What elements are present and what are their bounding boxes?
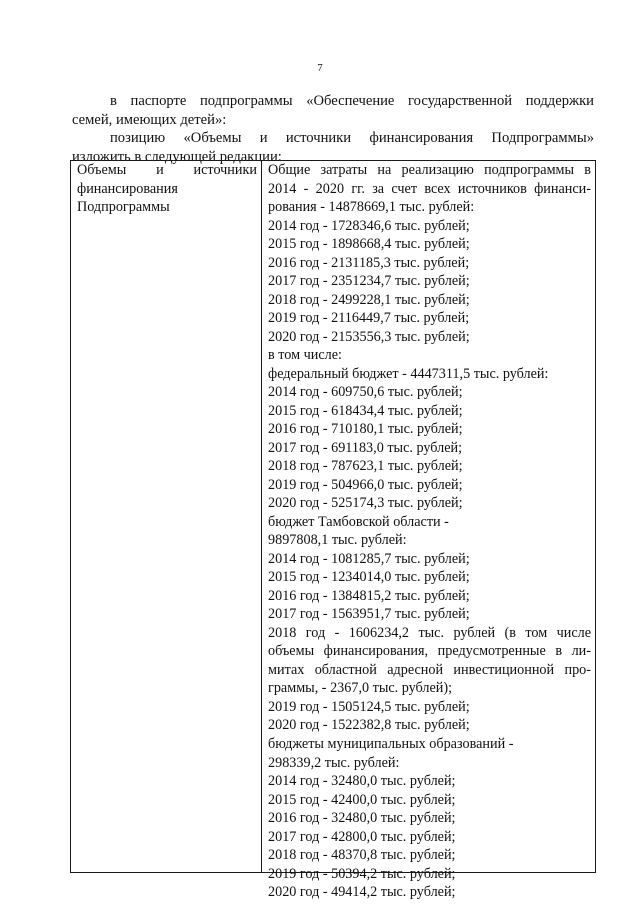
right-cell-line: 2014 - 2020 гг. за счет всех источников финанси- [268, 180, 591, 197]
right-cell-line: 2018 год - 48370,8 тыс. рублей; [268, 847, 456, 864]
right-cell-line: 2017 год - 2351234,7 тыс. рублей; [268, 273, 470, 290]
left-cell-word-2: и [156, 162, 164, 178]
right-cell-line: 2016 год - 32480,0 тыс. рублей; [268, 810, 456, 827]
right-cell-line: граммы, - 2367,0 тыс. рублей); [268, 680, 453, 697]
intro-text [72, 92, 594, 166]
right-cell-line: 2014 год - 32480,0 тыс. рублей; [268, 773, 456, 790]
left-cell-word-3: источники [193, 162, 257, 178]
right-cell-line: бюджеты муниципальных образований - [268, 735, 514, 752]
right-cell-line: федеральный бюджет - 4447311,5 тыс. рублей: [268, 365, 549, 382]
right-cell-line: 2019 год - 2116449,7 тыс. рублей; [268, 310, 470, 327]
table-right-cell [262, 161, 595, 901]
right-cell-line: 2014 год - 1081285,7 тыс. рублей; [268, 550, 470, 567]
right-cell-line: 2020 год - 49414,2 тыс. рублей; [268, 884, 456, 901]
right-cell-line: 2017 год - 1563951,7 тыс. рублей; [268, 606, 470, 623]
right-cell-line: 2016 год - 1384815,2 тыс. рублей; [268, 587, 470, 604]
right-cell-line: объемы финансирования, предусмотренные в ли- [268, 643, 591, 660]
right-cell-line: 2015 год - 1898668,4 тыс. рублей; [268, 236, 470, 253]
right-cell-line: 2019 год - 50394,2 тыс. рублей; [268, 865, 456, 882]
right-cell-line: 2020 год - 525174,3 тыс. рублей; [268, 495, 463, 512]
right-cell-line: 2015 год - 42400,0 тыс. рублей; [268, 791, 456, 808]
intro-paragraph-2-line-2: изложить в следующей редакции: [72, 148, 282, 165]
right-cell-line: митах областной адресной инвестиционной про- [268, 661, 591, 678]
right-cell-line: 2020 год - 1522382,8 тыс. рублей; [268, 717, 470, 734]
left-cell-line-3: Подпрограммы [77, 199, 170, 215]
right-cell-line: 2015 год - 1234014,0 тыс. рублей; [268, 569, 470, 586]
right-cell-line: 2014 год - 1728346,6 тыс. рублей; [268, 217, 470, 234]
right-cell-line: 2017 год - 42800,0 тыс. рублей; [268, 828, 456, 845]
right-cell-line: 2020 год - 2153556,3 тыс. рублей; [268, 328, 470, 345]
right-cell-line: 298339,2 тыс. рублей: [268, 754, 400, 771]
right-cell-line: 2016 год - 710180,1 тыс. рублей; [268, 421, 463, 438]
left-cell-line-2: финансирования [77, 180, 178, 197]
intro-paragraph-2-line-1: позицию «Объемы и источники финансирования Подпрограммы» [110, 130, 594, 146]
right-cell-line: 2017 год - 691183,0 тыс. рублей; [268, 439, 463, 456]
left-cell-line-1 [77, 161, 257, 180]
financing-table [70, 160, 596, 901]
intro-paragraph-1-line-1: в паспорте подпрограммы «Обеспечение государственной поддержки [110, 93, 594, 109]
right-cell-line: 2019 год - 504966,0 тыс. рублей; [268, 476, 463, 493]
right-cell-line: 2014 год - 609750,6 тыс. рублей; [268, 384, 463, 401]
right-cell-line: 2015 год - 618434,4 тыс. рублей; [268, 402, 463, 419]
right-cell-line: 9897808,1 тыс. рублей: [268, 532, 407, 549]
right-cell-line: Общие затраты на реализацию подпрограммы в [268, 162, 591, 178]
right-cell-line: 2018 год - 787623,1 тыс. рублей; [268, 458, 463, 475]
right-cell-line: 2018 год - 1606234,2 тыс. рублей (в том числе [268, 624, 591, 641]
left-cell-word-1: Объемы [77, 162, 127, 178]
right-cell-line: 2018 год - 2499228,1 тыс. рублей; [268, 291, 470, 308]
table-left-cell [71, 161, 262, 872]
right-cell-line: 2016 год - 2131185,3 тыс. рублей; [268, 254, 470, 271]
intro-paragraph-1-line-2: семей, имеющих детей»: [72, 111, 227, 128]
page-number: 7 [317, 62, 323, 74]
right-cell-line: бюджет Тамбовской области - [268, 513, 449, 530]
right-cell-line: рования - 14878669,1 тыс. рублей: [268, 199, 475, 216]
right-cell-line: 2019 год - 1505124,5 тыс. рублей; [268, 698, 470, 715]
right-cell-line: в том числе: [268, 347, 342, 364]
